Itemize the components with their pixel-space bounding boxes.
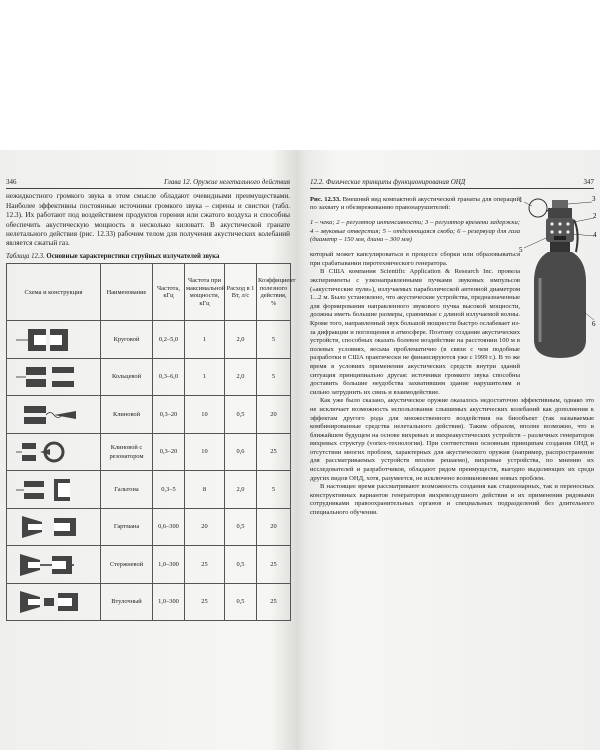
table-row	[7, 471, 291, 509]
right-section-title: 12.2. Физические принципы функционирования ОНД	[310, 178, 466, 186]
figure-legend: 1 – чека; 2 – регулятор интенсивности; 3 – регулятор времени задержки; 4 – звуковые отверстия; 5 – отделяющаяся скоба; 6 – резервуар для газа (диаметр – 150 мм, длина – 300 мм)	[310, 219, 520, 244]
callout-5: 5	[519, 246, 523, 254]
row-flow: 0,5	[225, 546, 257, 584]
row-efficiency: 20	[257, 508, 291, 546]
scheme-wedge-resonator-diagram	[7, 433, 101, 471]
header-name: Наименование	[101, 264, 153, 321]
acoustic-grenade-illustration	[518, 192, 598, 367]
row-frequency: 0,3–6,0	[153, 358, 185, 396]
row-flow: 2,0	[225, 321, 257, 359]
row-efficiency: 5	[257, 321, 291, 359]
row-frequency: 0,3–20	[153, 433, 185, 471]
row-max-frequency: 1	[185, 321, 225, 359]
header-efficiency: Коэффициент полезного действия, %	[257, 264, 291, 321]
scheme-round-diagram	[7, 321, 101, 359]
row-frequency: 1,0–300	[153, 583, 185, 621]
row-frequency: 0,3–20	[153, 396, 185, 434]
row-max-frequency: 20	[185, 508, 225, 546]
row-efficiency: 25	[257, 433, 291, 471]
header-flow: Расход в 1 Вт, л/с	[225, 264, 257, 321]
scheme-wedge-diagram	[7, 396, 101, 434]
callout-2: 2	[593, 212, 597, 220]
left-chapter-title: Глава 12. Оружие нелетального действия	[164, 178, 290, 186]
row-max-frequency: 25	[185, 583, 225, 621]
row-efficiency: 5	[257, 358, 291, 396]
figure-caption-area	[310, 196, 520, 397]
table-row	[7, 396, 291, 434]
figure-block	[310, 195, 597, 397]
table-caption	[6, 252, 290, 261]
row-flow: 0,5	[225, 508, 257, 546]
row-max-frequency: 10	[185, 396, 225, 434]
scheme-sleeve-diagram	[7, 583, 101, 621]
scheme-galton-diagram	[7, 471, 101, 509]
row-frequency: 0,6–300	[153, 508, 185, 546]
row-frequency: 1,0–300	[153, 546, 185, 584]
callout-1: 1	[519, 196, 523, 204]
left-intro-text: нежидкостного громкого звука в этом смысле обладают очевидными преимуществами. Наиболее эффективны постоянные источники громкого звука – сирены и свистки (табл. 12.3). Их работают под воздействием продуктов горения или сжатого воздуха и способны обеспечить акустическую мощность в несколько киловатт. В акустической гранате нелетального действия (рис. 12.33) рабочим телом для получения акустических колебаний является сжатый газ.	[6, 192, 290, 248]
row-flow: 0,5	[225, 583, 257, 621]
row-flow: 2,0	[225, 471, 257, 509]
row-name: Стержневой	[101, 546, 153, 584]
row-flow: 2,0	[225, 358, 257, 396]
row-name: Гартмана	[101, 508, 153, 546]
header-max-frequency: Частота при максимальной мощности, кГц	[185, 264, 225, 321]
table-row	[7, 321, 291, 359]
figure-caption-title: Внешний вид компактной акустической гранаты для операций по захвату и обезвреживанию правонарушителей:	[310, 196, 520, 212]
row-name: Клиновой с резонатором	[101, 433, 153, 471]
row-max-frequency: 10	[185, 433, 225, 471]
callout-3: 3	[592, 195, 596, 203]
table-header-row	[7, 264, 291, 321]
row-name: Втулочный	[101, 583, 153, 621]
row-flow: 0,5	[225, 396, 257, 434]
table-row	[7, 358, 291, 396]
row-max-frequency: 1	[185, 358, 225, 396]
right-page-number: 347	[583, 178, 594, 186]
left-running-head	[6, 178, 290, 189]
row-efficiency: 20	[257, 396, 291, 434]
table-caption-label: Таблица 12.3.	[6, 252, 45, 260]
table-row	[7, 583, 291, 621]
row-name: Клиновой	[101, 396, 153, 434]
row-max-frequency: 25	[185, 546, 225, 584]
right-paragraph-4: В настоящее время рассматривают возможность создания как стационарных, так и переносных конструктивных вариантов генераторов вихревоздушного действия и их применения рядовыми сотрудниками правоохранительных органов и специальных подразделений без длительного специального обучения.	[310, 483, 594, 517]
left-page-number: 346	[6, 178, 17, 186]
row-flow: 0,6	[225, 433, 257, 471]
row-efficiency: 5	[257, 471, 291, 509]
row-name: Кольцевой	[101, 358, 153, 396]
right-paragraph-3: Как уже было сказано, акустическое оружие оказалось недостаточно эффективным, однако это не исключает возможность использования слышимых акустических колебаний как дополнения к эффектам другого рода для множественного воздействия на биообъект (так называемые комбинированные средства нелетального действия). Таким образом, вполне возможно, что в ближайшем будущем на основе вихревых и вихреакустических устройств – различных генераторов вихревых структур (vortex-технология). При соответствии основным принципам создания ОНД и отсутствии многих проблем, характерных для акустического оружия (например, распространение для рассматриваемых устройств вполне решаемо), вихревые устройства, по мнению их исследователей и разработчиков, обладают рядом преимуществ, выгодно выделяющих их среди других видов ОНД, хотя, разумеется, не исключено возникновение новых проблем.	[310, 397, 594, 482]
row-frequency: 0,2–5,0	[153, 321, 185, 359]
left-page	[6, 178, 296, 621]
right-paragraph-1: который может капсулироваться в процессе сборки или образовываться при срабатывании пиротехнического генератора.	[310, 251, 520, 267]
emitters-table	[6, 263, 296, 621]
callout-4: 4	[593, 231, 597, 239]
row-max-frequency: 8	[185, 471, 225, 509]
header-scheme: Схема и конструкция	[7, 264, 101, 321]
header-frequency: Частота, кГц	[153, 264, 185, 321]
table-row	[7, 433, 291, 471]
table-caption-title: Основные характеристики струйных излучателей звука	[46, 252, 220, 260]
figure-caption-label: Рис. 12.33.	[310, 196, 341, 203]
scheme-hartmann-diagram	[7, 508, 101, 546]
row-name: Круговой	[101, 321, 153, 359]
table-row	[7, 546, 291, 584]
right-paragraph-2: В США компания Scientific Application & Research Inc. провела эксперименты с узконаправленными пучками звуковых импульсов («акустические пули»), излучаемых параболической антенной диаметром 1...2 м. Было установлено, что акустические устройства, предназначенные для формирования направленного звукового пучка высокой мощности, должны иметь большие размеры, сравнимые с длиной излучаемой волны. Кроме того, направленный звук большой мощности быстро ослабевает из-за дифракции и поглощения в атмосфере. Поэтому создание акустических устройств, способных оказать болевое воздействие на расстоянии 100 м в полевых условиях, весьма проблематично (в связи с чем подобные разработки в США практически не финансируются уже с 1999 г.). В то же время в условиях применения акустических средств внутри зданий ситуация принципиально другая: источники громкого звука способны доставить большие неудобства захватившим здание нарушителям и сильно затруднить их связь и взаимодействие.	[310, 268, 520, 396]
scheme-ring-diagram	[7, 358, 101, 396]
row-frequency: 0,3–5	[153, 471, 185, 509]
row-efficiency: 25	[257, 583, 291, 621]
callout-6: 6	[592, 320, 596, 328]
figure-caption	[310, 196, 520, 213]
scheme-rod-diagram	[7, 546, 101, 584]
table-row	[7, 508, 291, 546]
right-running-head	[310, 178, 594, 189]
right-page	[310, 178, 597, 518]
row-name: Гальтона	[101, 471, 153, 509]
row-efficiency: 25	[257, 546, 291, 584]
